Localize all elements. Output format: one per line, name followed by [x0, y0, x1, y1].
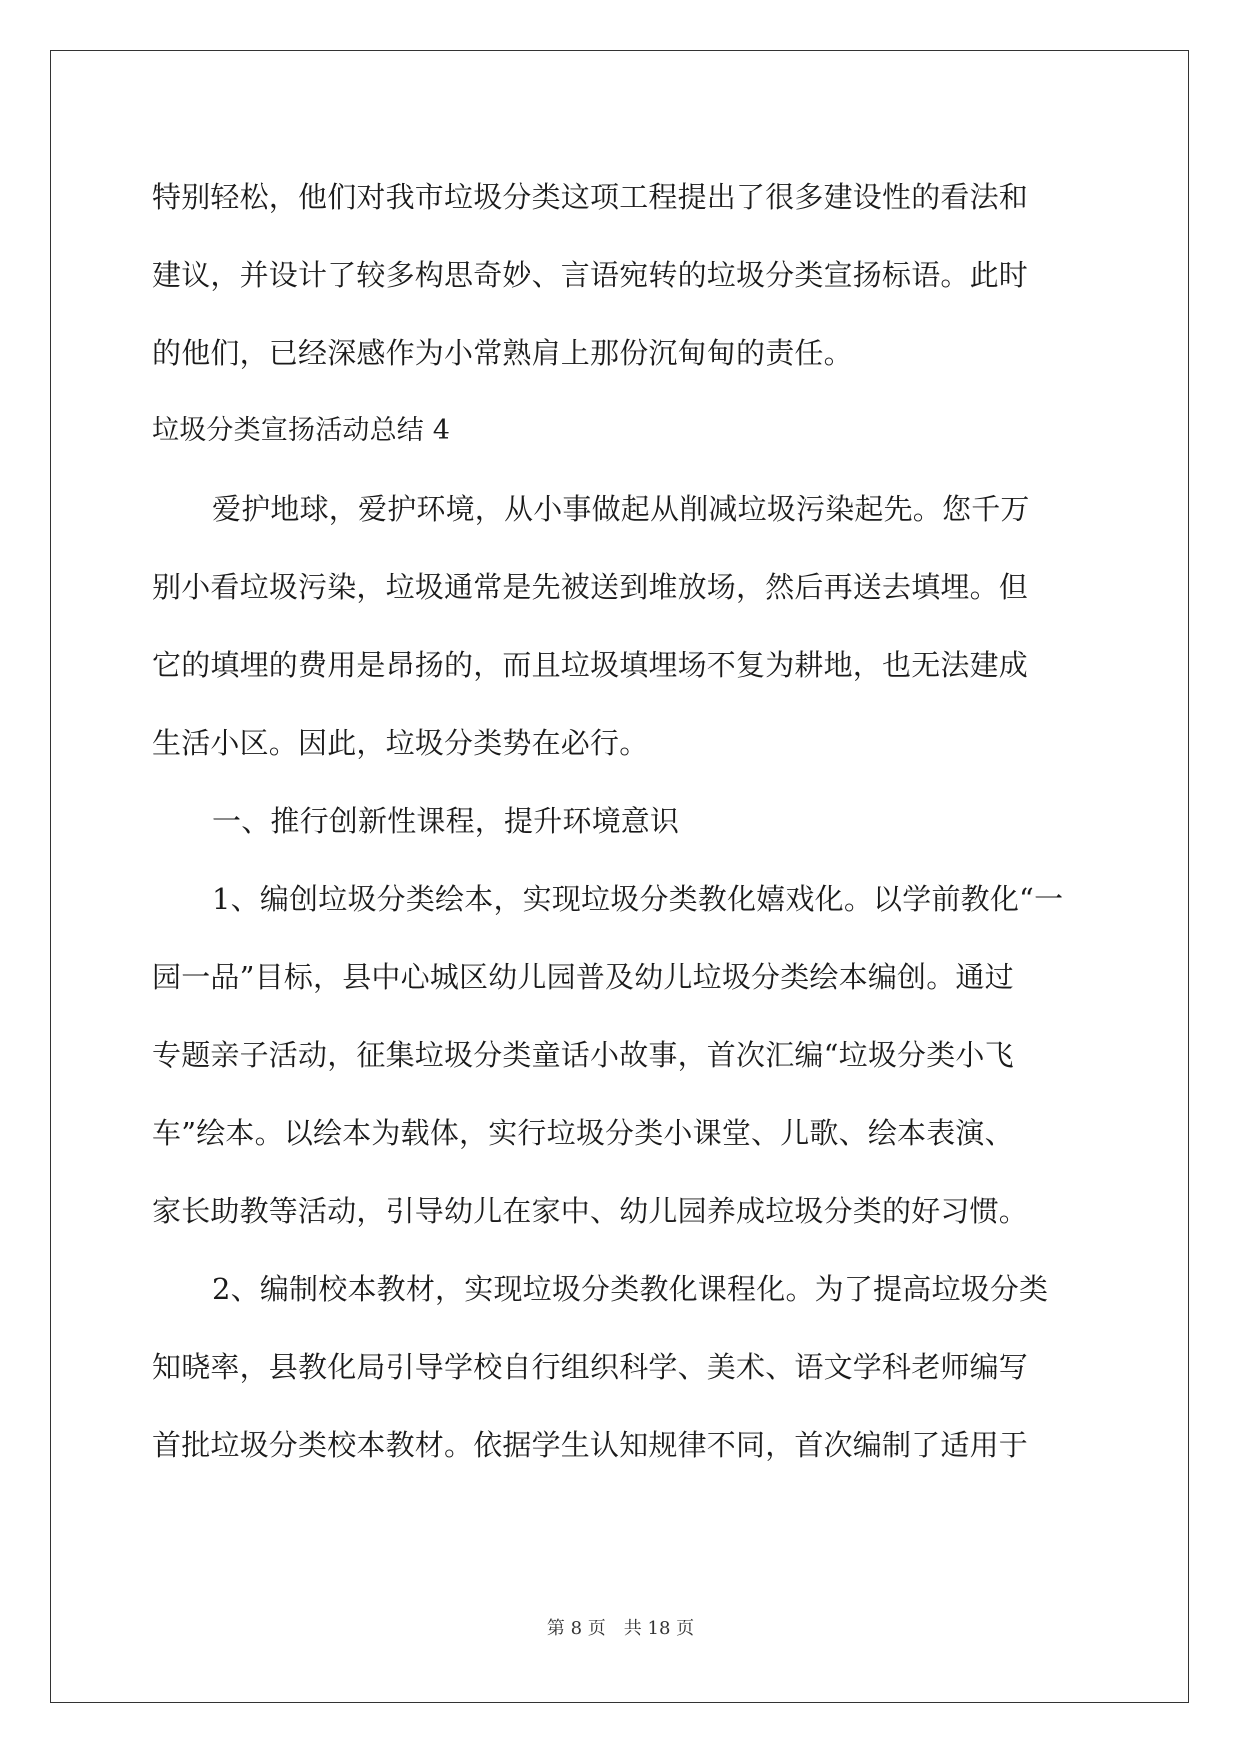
subsection-heading: 一、推行创新性课程，提升环境意识 — [212, 804, 680, 838]
text-line: 知晓率，县教化局引导学校自行组织科学、美术、语文学科老师编写 — [152, 1350, 1029, 1384]
document-body — [152, 158, 1087, 1484]
text-line: 的他们，已经深感作为小常熟肩上那份沉甸甸的责任。 — [152, 336, 853, 370]
text-line: 首批垃圾分类校本教材。依据学生认知规律不同，首次编制了适用于 — [152, 1428, 1029, 1462]
text-line: 它的填埋的费用是昂扬的，而且垃圾填埋场不复为耕地，也无法建成 — [152, 648, 1029, 682]
text-line: 2、编制校本教材，实现垃圾分类教化课程化。为了提高垃圾分类 — [212, 1272, 1049, 1306]
text-line: 专题亲子活动，征集垃圾分类童话小故事，首次汇编“垃圾分类小飞 — [152, 1038, 1014, 1072]
section-heading: 垃圾分类宣扬活动总结 4 — [152, 415, 451, 446]
page-number: 第 8 页 共 18 页 — [546, 1618, 695, 1639]
text-line: 家长助教等活动，引导幼儿在家中、幼儿园养成垃圾分类的好习惯。 — [152, 1194, 1029, 1228]
text-line: 生活小区。因此，垃圾分类势在必行。 — [152, 726, 649, 760]
text-line: 园一品”目标，县中心城区幼儿园普及幼儿垃圾分类绘本编创。通过 — [152, 960, 1014, 994]
text-line: 特别轻松，他们对我市垃圾分类这项工程提出了很多建设性的看法和 — [152, 180, 1029, 214]
text-line: 别小看垃圾污染，垃圾通常是先被送到堆放场，然后再送去填埋。但 — [152, 570, 1029, 604]
text-line: 爱护地球，爱护环境，从小事做起从削减垃圾污染起先。您千万 — [212, 492, 1030, 526]
text-line: 车”绘本。以绘本为载体，实行垃圾分类小课堂、儿歌、绘本表演、 — [152, 1116, 1014, 1150]
text-line: 1、编创垃圾分类绘本，实现垃圾分类教化嬉戏化。以学前教化“一 — [212, 882, 1064, 916]
text-line: 建议，并设计了较多构思奇妙、言语宛转的垃圾分类宣扬标语。此时 — [152, 258, 1029, 292]
